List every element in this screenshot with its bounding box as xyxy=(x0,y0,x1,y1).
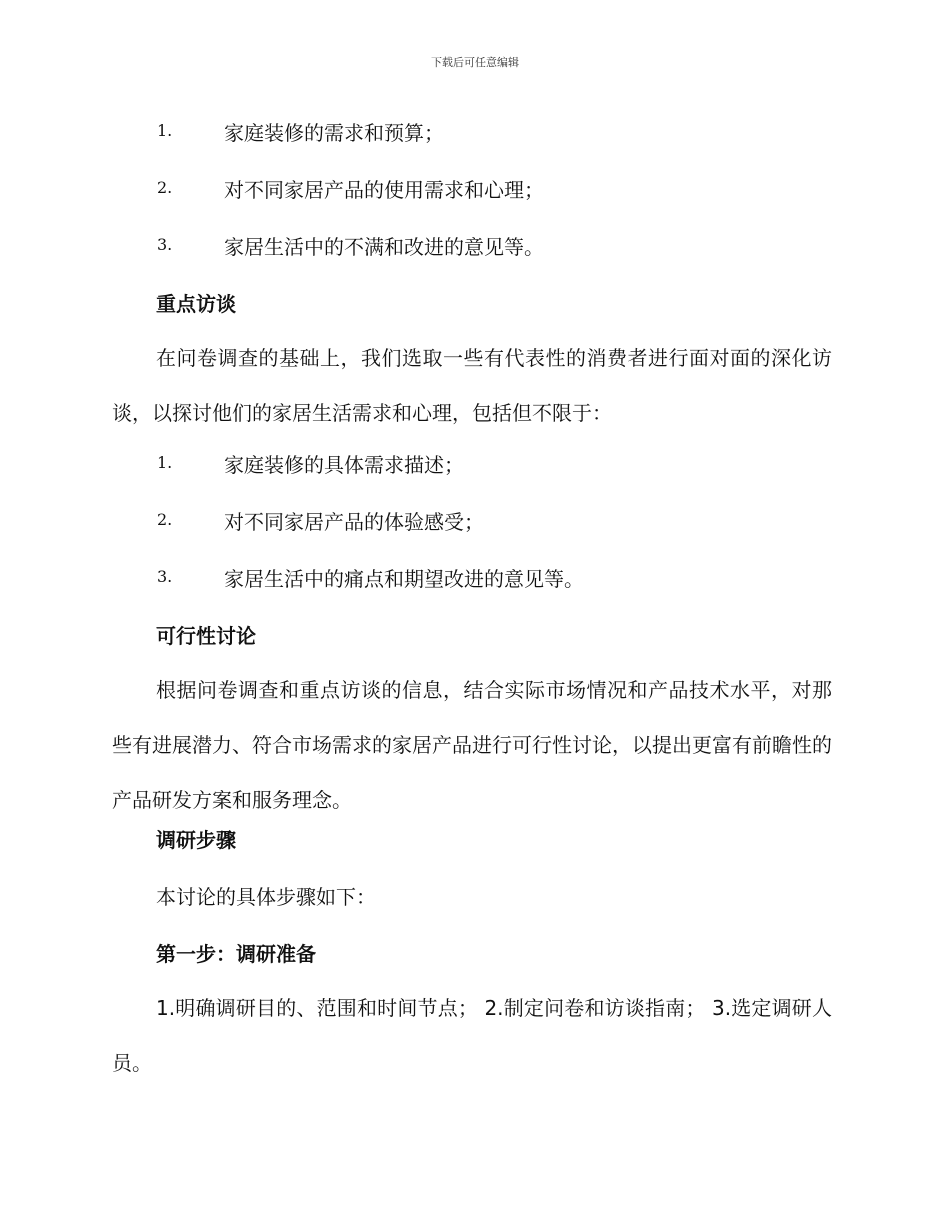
list-item-text: 对不同家居产品的使用需求和心理； xyxy=(224,178,544,202)
steps-intro: 本讨论的具体步骤如下： xyxy=(156,885,376,909)
section-heading-steps: 调研步骤 xyxy=(156,828,236,852)
list-item-text: 对不同家居产品的体验感受； xyxy=(224,510,484,534)
list-item-text: 家庭装修的具体需求描述； xyxy=(224,453,464,477)
section-heading-feasibility: 可行性讨论 xyxy=(156,624,256,648)
list-number: 3. xyxy=(157,235,173,254)
list-number: 2. xyxy=(157,510,173,529)
list-item-text: 家居生活中的不满和改进的意见等。 xyxy=(224,235,544,259)
paragraph-interview: 在问卷调查的基础上，我们选取一些有代表性的消费者进行面对面的深化访谈，以探讨他们的家居生活需求和心理，包括但不限于： xyxy=(112,346,832,425)
list-number: 3. xyxy=(157,567,173,586)
list-number: 1. xyxy=(157,453,173,472)
paragraph-step1: 1.明确调研目的、范围和时间节点； 2.制定问卷和访谈指南； 3.选定调研人员。 xyxy=(112,996,832,1075)
section-heading-interview: 重点访谈 xyxy=(156,292,236,316)
page-header: 下载后可任意编辑 xyxy=(431,56,519,69)
list-number: 2. xyxy=(157,178,173,197)
paragraph-feasibility: 根据问卷调查和重点访谈的信息，结合实际市场情况和产品技术水平，对那些有进展潜力、符合市场需求的家居产品进行可行性讨论，以提出更富有前瞻性的产品研发方案和服务理念。 xyxy=(112,678,832,812)
list-number: 1. xyxy=(157,121,173,140)
list-item-text: 家居生活中的痛点和期望改进的意见等。 xyxy=(224,567,584,591)
step1-heading: 第一步：调研准备 xyxy=(156,942,316,966)
list-item-text: 家庭装修的需求和预算； xyxy=(224,121,444,145)
